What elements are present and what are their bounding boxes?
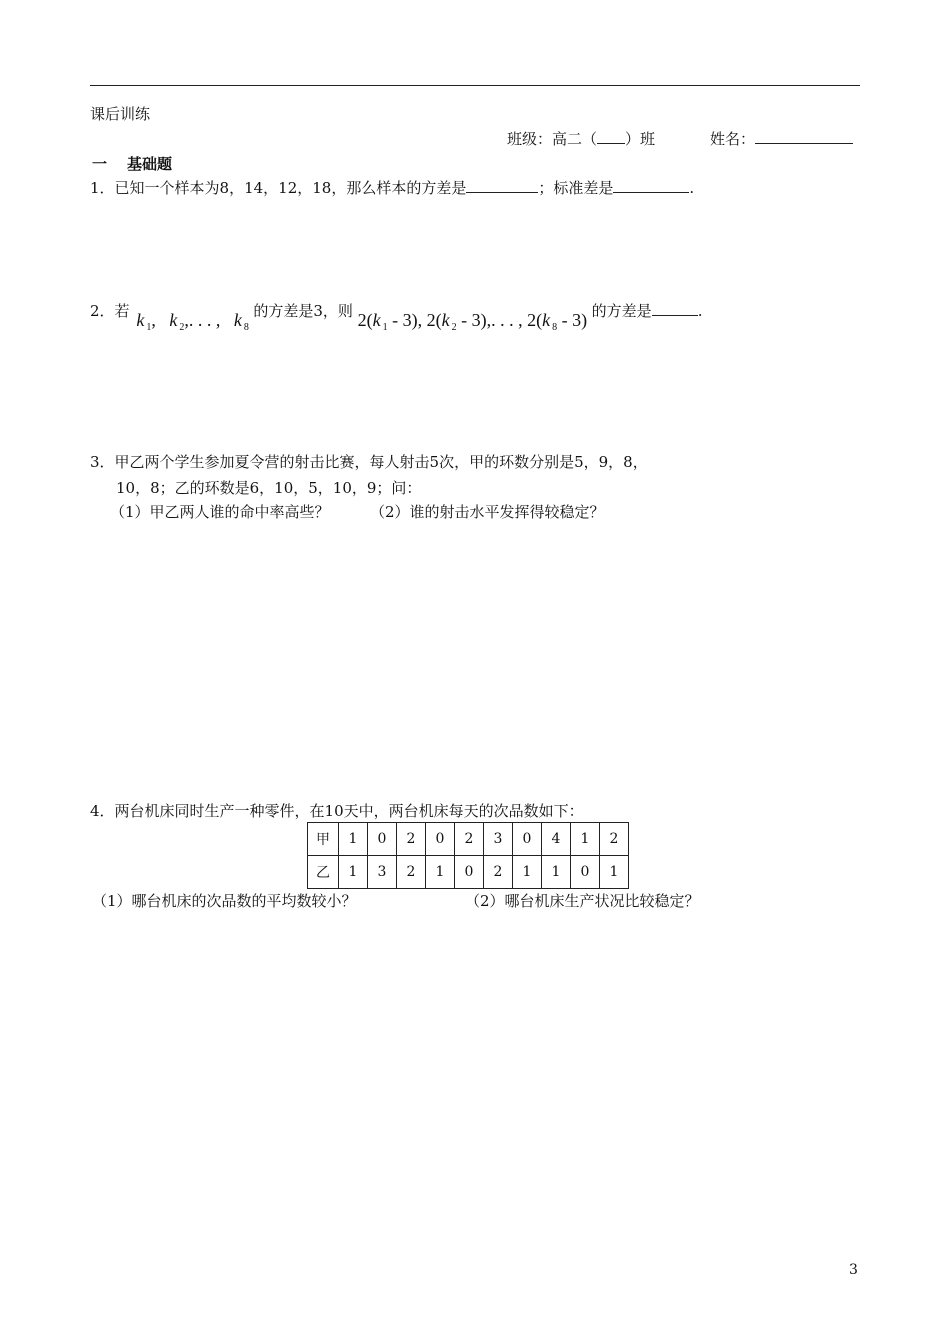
question-1 bbox=[90, 177, 694, 198]
q2-expr1-close: - 3), bbox=[387, 310, 423, 330]
table-cell: 1 bbox=[426, 856, 455, 889]
q2-expr3-sub: 8 bbox=[552, 322, 558, 333]
table-row bbox=[308, 856, 629, 889]
q2-expression bbox=[357, 310, 592, 333]
table-cell: 1 bbox=[542, 856, 571, 889]
name-label: 姓名： bbox=[710, 130, 756, 148]
table-cell: 2 bbox=[455, 823, 484, 856]
table-cell: 0 bbox=[368, 823, 397, 856]
table-cell: 0 bbox=[513, 823, 542, 856]
row-label: 乙 bbox=[308, 856, 339, 889]
table-cell: 3 bbox=[484, 823, 513, 856]
q2-k2: k bbox=[169, 310, 178, 330]
q1-mid: ；标准差是 bbox=[538, 179, 614, 197]
q2-end: . bbox=[697, 302, 703, 320]
q2-expr3-open: 2( bbox=[527, 310, 543, 330]
q2-k8-sub: 8 bbox=[243, 322, 249, 333]
table-cell: 1 bbox=[339, 823, 368, 856]
q2-expr2-k: k bbox=[441, 310, 450, 330]
q2-expr1-sub: 1 bbox=[382, 322, 388, 333]
q2-expr3-k: k bbox=[542, 310, 551, 330]
table-cell: 0 bbox=[455, 856, 484, 889]
name-blank[interactable] bbox=[755, 143, 853, 144]
question-3-line1 bbox=[90, 451, 648, 472]
q2-expr2-close: - 3),. . . , bbox=[456, 310, 523, 330]
q4-text: 两台机床同时生产一种零件，在10天中，两台机床每天的次品数如下： bbox=[114, 802, 584, 820]
q2-answer-blank[interactable] bbox=[652, 315, 698, 316]
table-cell: 1 bbox=[571, 823, 600, 856]
table-cell: 2 bbox=[397, 823, 426, 856]
row-label: 甲 bbox=[308, 823, 339, 856]
q2-sequence: k $_1$, k $_2$,. . . , k $_8$ bbox=[136, 310, 249, 333]
q2-prefix: 若 bbox=[114, 302, 130, 320]
q3-sub2: （2）谁的射击水平发挥得较稳定？ bbox=[370, 503, 605, 521]
q2-expr3-close: - 3) bbox=[557, 310, 588, 330]
q3-number: 3． bbox=[90, 453, 115, 471]
q2-k1-sub: 1 bbox=[146, 322, 152, 333]
q1-end: . bbox=[689, 179, 695, 197]
part1-heading bbox=[92, 153, 172, 174]
q2-suffix: 的方差是 bbox=[591, 302, 652, 320]
q2-k2-sub: 2 bbox=[179, 322, 185, 333]
q2-expr1-k: k bbox=[372, 310, 381, 330]
q1-variance-blank[interactable] bbox=[466, 192, 538, 193]
q1-number: 1． bbox=[90, 179, 115, 197]
table-row bbox=[308, 823, 629, 856]
table-cell: 1 bbox=[600, 856, 629, 889]
q2-number: 2． bbox=[90, 302, 115, 320]
table-cell: 4 bbox=[542, 823, 571, 856]
question-4 bbox=[90, 800, 584, 821]
question-2 bbox=[90, 300, 703, 333]
q2-k1: k bbox=[136, 310, 145, 330]
table-cell: 2 bbox=[600, 823, 629, 856]
class-field bbox=[507, 128, 655, 149]
q1-text: 已知一个样本为8，14，12，18，那么样本的方差是 bbox=[114, 179, 467, 197]
q2-k8: k bbox=[233, 310, 242, 330]
table-cell: 1 bbox=[513, 856, 542, 889]
q4-sub2: （2）哪台机床生产状况比较稳定？ bbox=[465, 892, 700, 910]
table-cell: 1 bbox=[339, 856, 368, 889]
table-cell: 0 bbox=[426, 823, 455, 856]
q2-expr2-open: 2( bbox=[426, 310, 442, 330]
table-cell: 2 bbox=[397, 856, 426, 889]
header-rule bbox=[90, 85, 860, 86]
table-cell: 3 bbox=[368, 856, 397, 889]
defects-table bbox=[307, 822, 629, 889]
table-cell: 0 bbox=[571, 856, 600, 889]
page-number: 3 bbox=[849, 1262, 858, 1278]
name-field bbox=[710, 128, 853, 149]
q3-sub1: （1）甲乙两人谁的命中率高些？ bbox=[110, 503, 330, 521]
q3-line1: 甲乙两个学生参加夏令营的射击比赛，每人射击5次，甲的环数分别是5，9，8， bbox=[114, 453, 648, 471]
q1-stddev-blank[interactable] bbox=[613, 192, 689, 193]
class-blank[interactable] bbox=[597, 143, 625, 144]
section-title: 课后训练 bbox=[90, 105, 151, 123]
q4-number: 4． bbox=[90, 802, 115, 820]
q2-dots: ,. . . , bbox=[184, 310, 221, 330]
class-label: 班级：高二（ bbox=[507, 130, 598, 148]
q3-line2: 10，8；乙的环数是6，10，5，10，9；问： bbox=[116, 479, 422, 497]
q2-expr2-sub: 2 bbox=[451, 322, 457, 333]
part1-title: 基础题 bbox=[127, 155, 173, 173]
q2-middle: 的方差是3，则 bbox=[253, 302, 353, 320]
class-suffix: ）班 bbox=[625, 130, 656, 148]
q4-sub1: （1）哪台机床的次品数的平均数较小？ bbox=[92, 892, 357, 910]
part1-index: 一 bbox=[92, 155, 108, 173]
q2-expr1-open: 2( bbox=[357, 310, 373, 330]
table-cell: 2 bbox=[484, 856, 513, 889]
